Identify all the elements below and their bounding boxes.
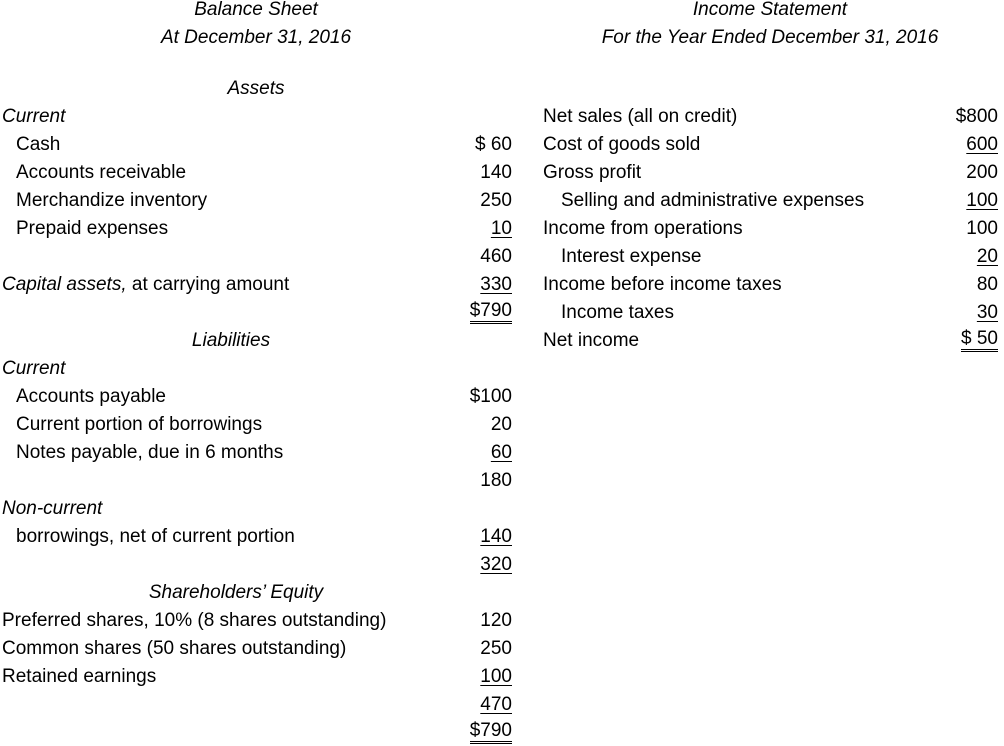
net-income-value: [940, 328, 998, 350]
total-liabilities: [466, 554, 512, 576]
interest-expense-amount: 20: [976, 246, 998, 267]
income-taxes-amount: 30: [976, 302, 998, 323]
current-assets-total: 460: [480, 246, 512, 267]
preferred-value: 120: [480, 610, 512, 631]
balance-sheet-title: Balance Sheet: [194, 0, 318, 20]
total-assets-amount: $790: [470, 300, 512, 324]
capital-assets-amount: 330: [480, 274, 512, 295]
total-assets: [466, 300, 512, 322]
retained-earnings-amount: 100: [480, 666, 512, 687]
current-liabilities-label: Current: [2, 358, 66, 379]
current-liabilities-total: 180: [480, 470, 512, 491]
gross-profit-value: 200: [966, 162, 998, 183]
notes-payable-value: [466, 442, 512, 464]
balance-sheet-date: At December 31, 2016: [160, 27, 352, 48]
capital-assets-value: [466, 274, 512, 296]
borrowings-value: [466, 526, 512, 548]
total-liabilities-equity: [466, 720, 512, 742]
cash-value: $ 60: [475, 134, 512, 155]
net-income-label: Net income: [543, 330, 640, 351]
retained-earnings-label: Retained earnings: [2, 666, 157, 687]
sga-label: Selling and administrative expenses: [561, 190, 865, 211]
capital-assets-label-rest: at carrying amount: [126, 274, 290, 295]
cogs-amount: 600: [966, 134, 998, 155]
notes-payable-amount: 60: [490, 442, 512, 463]
noncurrent-label: Non-current: [2, 498, 103, 519]
cpb-label: Current portion of borrowings: [16, 414, 263, 435]
cogs-value: [940, 134, 998, 156]
total-equity: [466, 694, 512, 716]
equity-heading: Shareholders’ Equity: [148, 582, 324, 603]
inventory-value: 250: [480, 190, 512, 211]
ar-label: Accounts receivable: [16, 162, 187, 183]
total-liabilities-amount: 320: [480, 554, 512, 575]
prepaid-value: [466, 218, 512, 240]
borrowings-label: borrowings, net of current portion: [16, 526, 295, 547]
interest-expense-value: [940, 246, 998, 268]
income-from-operations-label: Income from operations: [543, 218, 743, 239]
cash-label: Cash: [16, 134, 61, 155]
income-taxes-label: Income taxes: [561, 302, 674, 323]
common-value: 250: [480, 638, 512, 659]
liabilities-heading: Liabilities: [191, 330, 271, 351]
ar-value: 140: [480, 162, 512, 183]
cpb-value: 20: [490, 414, 512, 435]
retained-earnings-value: [466, 666, 512, 688]
common-label: Common shares (50 shares outstanding): [2, 638, 347, 659]
preferred-label: Preferred shares, 10% (8 shares outstanding): [2, 610, 387, 631]
borrowings-amount: 140: [480, 526, 512, 547]
income-before-taxes-value: 80: [976, 274, 998, 295]
total-le-amount: $790: [470, 720, 512, 744]
inventory-label: Merchandize inventory: [16, 190, 208, 211]
ap-value: $100: [469, 386, 512, 407]
ap-label: Accounts payable: [16, 386, 166, 407]
sga-value: [940, 190, 998, 212]
prepaid-label: Prepaid expenses: [16, 218, 169, 239]
cogs-label: Cost of goods sold: [543, 134, 701, 155]
income-before-taxes-label: Income before income taxes: [543, 274, 782, 295]
current-assets-label: Current: [2, 106, 66, 127]
income-taxes-value: [940, 302, 998, 324]
interest-expense-label: Interest expense: [561, 246, 702, 267]
income-statement-period: For the Year Ended December 31, 2016: [601, 27, 939, 48]
capital-assets-label: [2, 274, 289, 296]
total-equity-amount: 470: [480, 694, 512, 715]
income-from-operations-value: 100: [966, 218, 998, 239]
net-sales-value: $800: [955, 106, 998, 127]
net-sales-label: Net sales (all on credit): [543, 106, 738, 127]
sga-amount: 100: [966, 190, 998, 211]
income-statement-title: Income Statement: [692, 0, 848, 20]
gross-profit-label: Gross profit: [543, 162, 642, 183]
notes-payable-label: Notes payable, due in 6 months: [16, 442, 284, 463]
prepaid-amount: 10: [490, 218, 512, 239]
net-income-amount: $ 50: [961, 328, 998, 352]
assets-heading: Assets: [227, 78, 285, 99]
capital-assets-label-italic: Capital assets,: [2, 274, 127, 295]
